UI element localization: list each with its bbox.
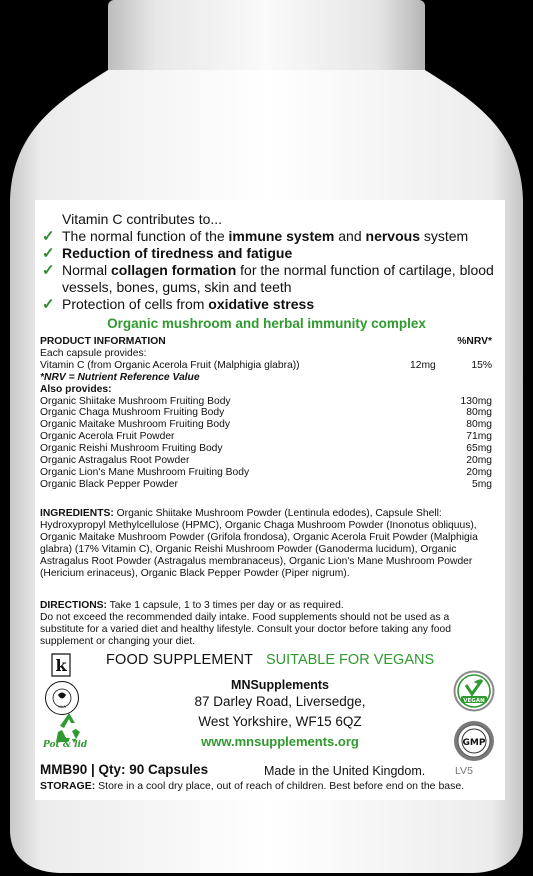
check-icon: ✓ <box>42 245 55 262</box>
pi-row <box>40 396 492 408</box>
pi-row-name: Organic Astragalus Root Powder <box>40 455 190 467</box>
company-address-2: West Yorkshire, WF15 6QZ <box>198 714 362 729</box>
svg-text:k: k <box>55 656 67 675</box>
check-icon: ✓ <box>42 228 55 245</box>
pi-row <box>40 431 492 443</box>
pi-row <box>40 419 492 431</box>
claim-text: system <box>419 228 469 244</box>
vitamin-c-name: Vitamin C (from Organic Acerola Fruit (Malphigia glabra)) <box>40 359 300 371</box>
pi-row-amount: 5mg <box>471 478 492 490</box>
nrv-header: %NRV* <box>457 336 492 347</box>
check-icon: ✓ <box>42 296 55 313</box>
storage-label: STORAGE: <box>40 780 96 792</box>
svg-text:UHA: UHA <box>58 705 66 709</box>
pi-row <box>40 443 492 455</box>
claim-item <box>40 296 500 313</box>
storage-text: Store in a cool dry place, out of reach of children. Best before end on the base. <box>95 780 465 792</box>
claim-bold: collagen formation <box>111 262 237 278</box>
pi-title: PRODUCT INFORMATION <box>40 336 166 347</box>
company-name: MNSupplements <box>231 678 329 692</box>
claim-bold: immune system <box>228 228 335 244</box>
claim-bold: nervous <box>365 228 420 244</box>
pi-row-amount: 80mg <box>466 419 492 431</box>
vitamin-c-amount: 12mg <box>410 359 436 371</box>
claim-bold: oxidative stress <box>208 296 315 312</box>
pi-row-amount: 65mg <box>466 443 492 455</box>
pot-lid-label: Pot & lid <box>43 740 88 750</box>
pi-row <box>40 479 492 491</box>
claim-text: Normal <box>62 262 112 278</box>
gmp-badge-icon <box>453 720 495 762</box>
claim-text: and <box>334 228 366 244</box>
complex-heading: Organic mushroom and herbal immunity complex <box>107 316 426 331</box>
company-website: www.mnsupplements.org <box>201 734 359 749</box>
lv-code: LV5 <box>455 765 473 777</box>
pi-row-name: Organic Reishi Mushroom Fruiting Body <box>40 443 223 455</box>
sku-quantity: MMB90 | Qty: 90 Capsules <box>40 762 209 777</box>
ingredients-text: Organic Shiitake Mushroom Powder (Lentinula edodes), Capsule Shell: Hydroxypropyl Methylcellulose (HPMC), Organic Chaga Mushroom Powder (Inonotus obliquus), Organic Maitake Mushroom Powder (Grifola frondosa), Organic Acerola Fruit Powder (Malphigia glabra) (17% Vitamin C), Organic Reishi Mushroom Powder (Ganoderma lucidum), Organic Astragalus Root Powder (Astragalus membranaceus), Organic Lion's Mane Mushroom Powder (Hericium erinaceus), Organic Black Pepper Powder (Piper nigrum). <box>40 508 478 579</box>
claims-intro: Vitamin C contributes to... <box>62 211 223 227</box>
pi-row-amount: 80mg <box>466 407 492 419</box>
also-provides-label: Also provides: <box>40 383 112 395</box>
pi-row <box>40 455 492 467</box>
claim-bold: Reduction of tiredness and fatigue <box>62 245 293 261</box>
pi-row-name: Organic Maitake Mushroom Fruiting Body <box>40 419 230 431</box>
pi-row-amount: 71mg <box>466 431 492 443</box>
directions <box>40 600 495 648</box>
product-information <box>40 336 492 491</box>
pi-rows <box>40 396 492 491</box>
claim-item <box>40 228 500 245</box>
pi-row-amount: 20mg <box>466 455 492 467</box>
each-capsule-label: Each capsule provides: <box>40 347 147 359</box>
storage-info <box>40 780 500 792</box>
ingredients <box>40 508 495 579</box>
kosher-icon <box>50 652 72 678</box>
pi-row-amount: 20mg <box>466 466 492 478</box>
food-supplement-label: FOOD SUPPLEMENT <box>106 652 254 668</box>
claim-text: for the normal function of cartilage, blood vessels, bones, gums, skin and teeth <box>62 262 494 295</box>
nrv-note: *NRV = Nutrient Reference Value <box>40 371 200 383</box>
directions-warning: Do not exceed the recommended daily intake. Food supplements should not be used as a substitute for a varied diet and healthy lifestyle. Consult your doctor before taking any food supplement or changing your diet. <box>40 611 451 647</box>
suitable-vegans-label: SUITABLE FOR VEGANS <box>266 652 435 668</box>
claim-text: The normal function of the <box>62 228 229 244</box>
claim-text: Protection of cells from <box>62 296 209 312</box>
pi-row-name: Organic Black Pepper Powder <box>40 478 178 490</box>
pi-row-amount: 130mg <box>460 395 492 407</box>
pi-row <box>40 407 492 419</box>
claim-item <box>40 245 500 262</box>
pi-header-row <box>40 336 492 348</box>
claim-item <box>40 262 500 296</box>
directions-label: DIRECTIONS: <box>40 600 107 611</box>
health-claims <box>40 210 500 313</box>
directions-text: Take 1 capsule, 1 to 3 times per day or as required. <box>106 600 344 611</box>
company-address-1: 87 Darley Road, Liversedge, <box>194 694 366 709</box>
svg-text:VEGAN: VEGAN <box>463 698 485 704</box>
pi-row-name: Organic Lion's Mane Mushroom Fruiting Body <box>40 466 250 478</box>
ingredients-label: INGREDIENTS: <box>40 508 114 519</box>
company-info <box>110 678 450 749</box>
pi-row-name: Organic Acerola Fruit Powder <box>40 431 175 443</box>
directions-line <box>40 600 495 612</box>
svg-text:GMP: GMP <box>462 738 486 748</box>
pi-row-name: Organic Chaga Mushroom Fruiting Body <box>40 407 225 419</box>
made-in-uk: Made in the United Kingdom. <box>264 764 426 778</box>
vitamin-c-row <box>40 360 492 372</box>
pi-row-name: Organic Shiitake Mushroom Fruiting Body <box>40 395 231 407</box>
check-icon: ✓ <box>42 262 55 279</box>
pi-row <box>40 467 492 479</box>
vegan-badge-icon <box>453 670 495 712</box>
vitamin-c-nrv: 15% <box>471 359 492 371</box>
